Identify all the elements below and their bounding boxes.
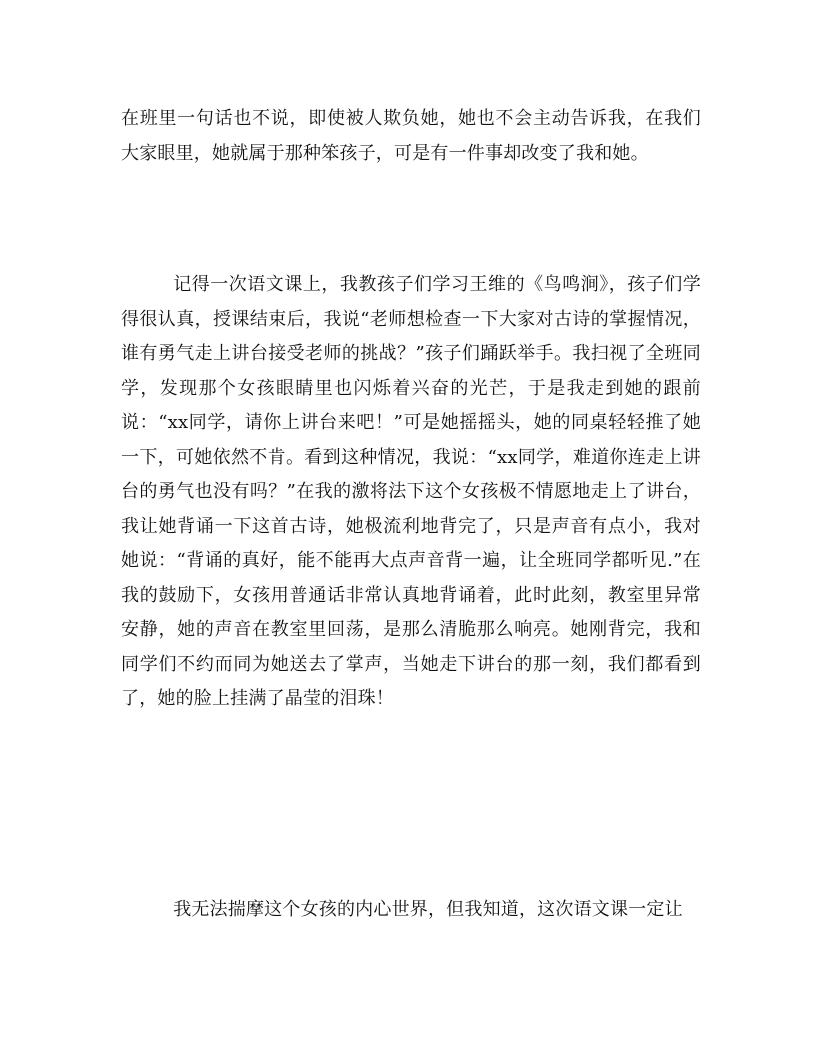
paragraph-chinese-lesson-story: 记得一次语文课上，我教孩子们学习王维的《鸟鸣涧》，孩子们学得很认真，授课结束后，我说“老师想检查一下大家对古诗的掌握情况，谁有勇气走上讲台接受老师的挑战？”孩子们踊跃举手。我扫视了全班同学，发现那个女孩眼睛里也闪烁着兴奋的光芒，于是我走到她的跟前说：“xx同学，请你上讲台来吧！”可是她摇摇头，她的同桌轻轻推了她一下，可她依然不肯。看到这种情况，我说：“xx同学，难道你连走上讲台的勇气也没有吗？”在我的激将法下这个女孩极不情愿地走上了讲台，我让她背诵一下这首古诗，她极流利地背完了，只是声音有点小，我对她说：“背诵的真好，能不能再大点声音背一遍，让全班同学都听见.”在我的鼓励下，女孩用普通话非常认真地背诵着，此时此刻，教室里异常安静，她的声音在教室里回荡，是那么清脆那么响亮。她刚背完，我和同学们不约而同为她送去了掌声，当她走下讲台的那一刻，我们都看到了，她的脸上挂满了晶莹的泪珠！ xyxy=(121,274,701,709)
paragraph-continued: 在班里一句话也不说，即使被人欺负她，她也不会主动告诉我，在我们大家眼里，她就属于那种笨孩子，可是有一件事却改变了我和她。 xyxy=(121,108,701,164)
paragraph-reflection: 我无法揣摩这个女孩的内心世界，但我知道，这次语文课一定让 xyxy=(173,899,683,920)
